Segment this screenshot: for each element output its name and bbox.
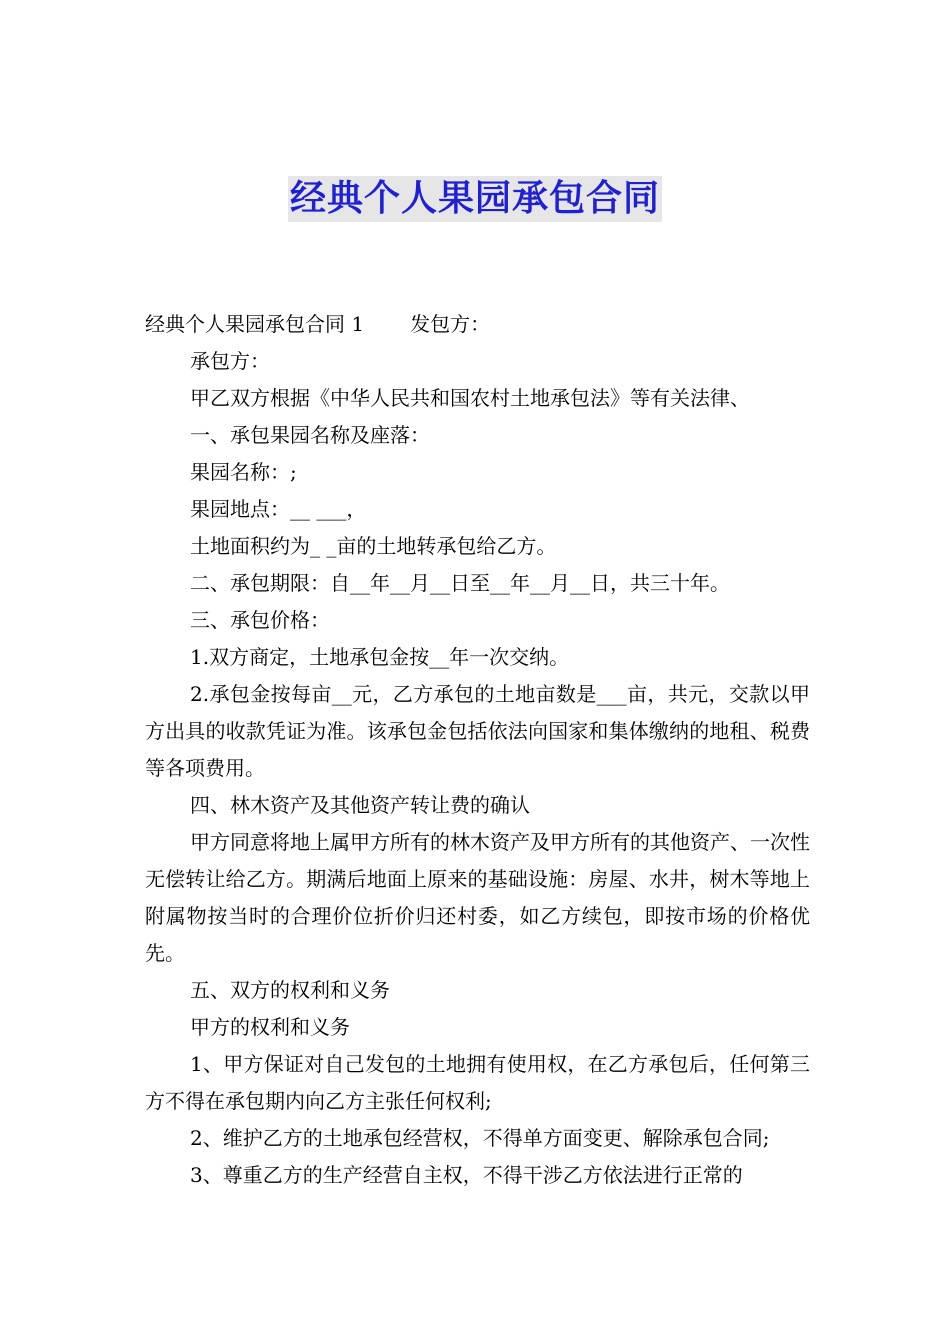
issuer-label: 发包方： xyxy=(410,312,491,336)
price-clause-1: 1.双方商定，土地承包金按__年一次交纳。 xyxy=(190,645,570,669)
contractor-label: 承包方： xyxy=(190,349,270,373)
assets-paragraph: 甲方同意将地上属甲方所有的林木资产及甲方所有的其他资产、一次性无偿转让给乙方。期满后地面上原来的基础设施：房屋、水井，树木等地上附属物按当时的合理价位折价归还村委，如乙方续包，即按市场的价格优先。 xyxy=(145,830,810,965)
party-a-item-1: 1、甲方保证对自己发包的土地拥有使用权，在乙方承包后，任何第三方不得在承包期内向乙方主张任何权利; xyxy=(145,1052,810,1113)
contract-heading: 经典个人果园承包合同 1 xyxy=(145,312,365,336)
document-title: 经典个人果园承包合同 xyxy=(288,176,662,222)
orchard-name: 果园名称：; xyxy=(190,460,297,484)
section-3-heading: 三、承包价格： xyxy=(190,608,330,632)
price-clause-2: 2.承包金按每亩__元，乙方承包的土地亩数是___亩，共元，交款以甲方出具的收款凭证为准。该承包金包括依法向国家和集体缴纳的地租、税费等各项费用。 xyxy=(145,682,810,780)
heading-line xyxy=(145,306,810,343)
section-1-heading: 一、承包果园名称及座落： xyxy=(190,423,430,447)
party-a-item-2: 2、维护乙方的土地承包经营权，不得单方面变更、解除承包合同; xyxy=(190,1126,770,1150)
legal-basis: 甲乙双方根据《中华人民共和国农村土地承包法》等有关法律、 xyxy=(190,386,750,410)
land-area: 土地面积约为_ _亩的土地转承包给乙方。 xyxy=(190,534,557,558)
section-2-term: 二、承包期限：自__年__月__日至__年__月__日，共三十年。 xyxy=(190,571,730,595)
title-container xyxy=(0,176,950,222)
orchard-location: 果园地点：__ ___， xyxy=(190,497,367,521)
section-4-heading: 四、林木资产及其他资产转让费的确认 xyxy=(190,793,530,817)
section-5-heading: 五、双方的权利和义务 xyxy=(190,978,390,1002)
party-a-heading: 甲方的权利和义务 xyxy=(190,1015,350,1039)
party-a-item-3: 3、尊重乙方的生产经营自主权，不得干涉乙方依法进行正常的 xyxy=(190,1163,743,1187)
document-body xyxy=(145,306,810,1194)
